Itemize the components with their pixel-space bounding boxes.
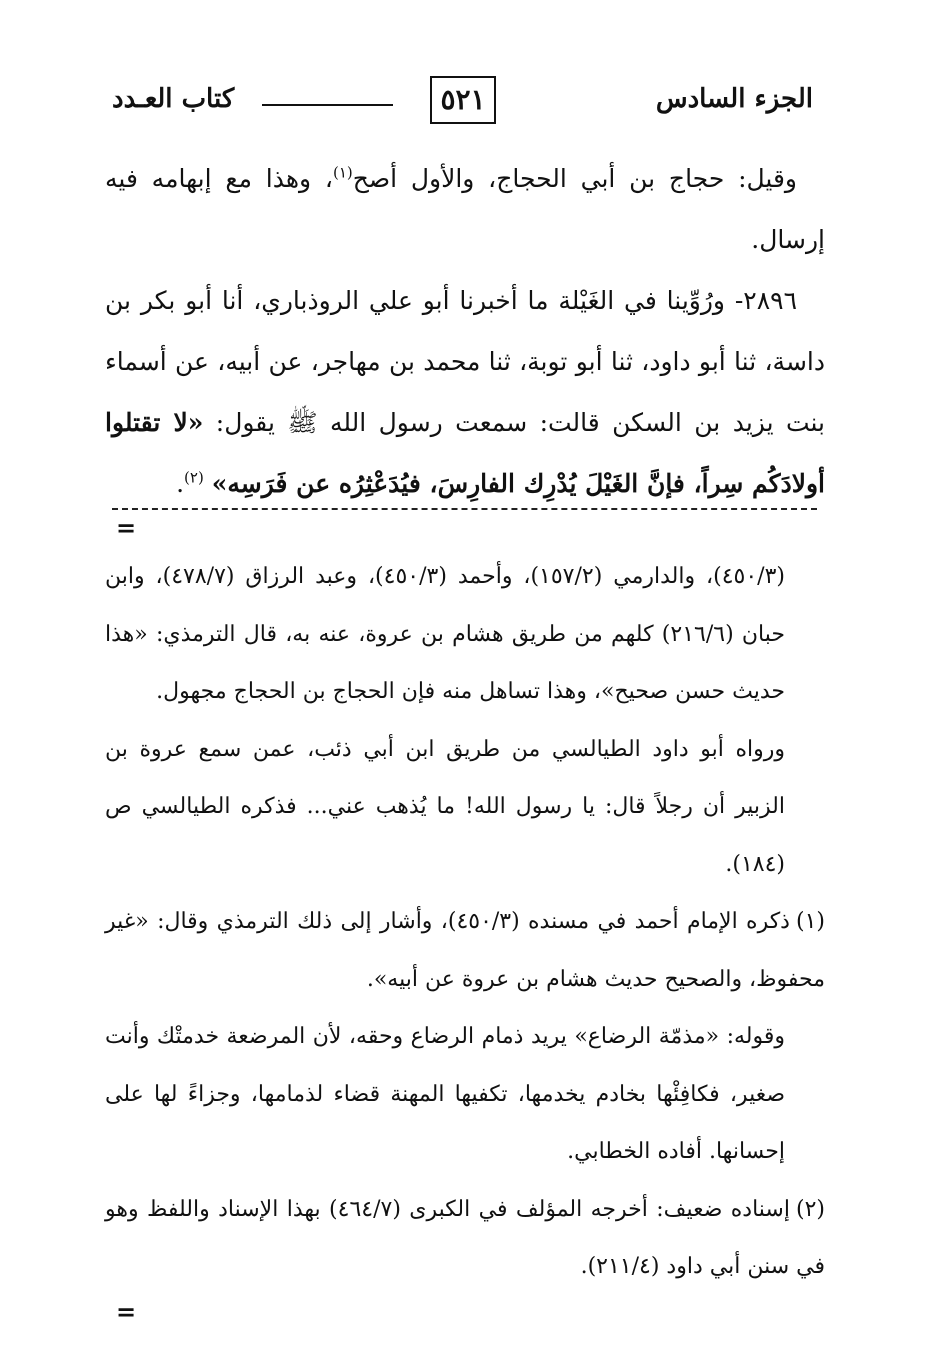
footnote-continuation-2: ورواه أبو داود الطيالسي من طريق ابن أبي ذئب، عمن سمع عروة بن الزبير أن رجلاً قال: يا رسول الله! ما يُذهب عني... فذكره الطيالسي ص (١٨٤). — [105, 736, 785, 877]
continuation-mark-bottom: = — [116, 1297, 137, 1326]
paragraph-1-tail: ، وهذا مع إبهامه فيه إرسال. — [105, 164, 825, 254]
hadith-end: . — [176, 469, 185, 498]
footnote-ref-2: (٢) — [184, 468, 204, 487]
paragraph-1 — [105, 148, 825, 270]
footnote-1 — [105, 893, 825, 1008]
footnote-2 — [105, 1181, 825, 1296]
header-rule-left — [262, 104, 393, 106]
paragraph-1-text: وقيل: حجاج بن أبي الحجاج، والأول أصح — [352, 164, 797, 193]
footnote-2-text: إسناده ضعيف: أخرجه المؤلف في الكبرى (٤٦٤/٧) بهذا الإسناد واللفظ وهو في سنن أبي داود (٢١١/٤). — [105, 1196, 825, 1279]
footnote-divider — [112, 508, 817, 510]
hadith-2896 — [105, 270, 825, 514]
hadith-isnad: ٢٨٩٦- ورُوِّينا في الغَيْلة ما أخبرنا أبو علي الروذباري، أنا أبو بكر بن داسة، ثنا أبو داود، ثنا أبو توبة، ثنا محمد بن مهاجر، عن أبيه، عن أسماء بنت يزيد بن السكن قالت: سمعت رسول الله ﷺ يقول: — [105, 286, 826, 437]
book-title: كتاب العـدد — [112, 84, 235, 114]
footnote-ref-1: (١) — [332, 163, 353, 182]
continuation-mark-top: = — [116, 513, 137, 542]
footnote-1-mark: (١) — [795, 909, 825, 934]
footnote-2-mark: (٢) — [795, 1196, 825, 1222]
main-text — [105, 148, 825, 514]
hadith-matn: «لا تقتلوا أولادَكُم سِراً، فإنَّ الغَيْلَ يُدْرِك الفارِسَ، فيُدَعْثِرُه عن فَرَسِه» — [105, 408, 825, 498]
footnote-1-text: ذكره الإمام أحمد في مسنده (٤٥٠/٣)، وأشار إلى ذلك الترمذي وقال: «غير محفوظ، والصحيح حديث هشام بن عروة عن أبيه». — [105, 909, 825, 992]
running-header — [112, 70, 813, 130]
footnote-1-continued: وقوله: «مذمّة الرضاع» يريد ذمام الرضاع وحقه، لأن المرضعة خدمتْك وأنت صغير، فكافِئْها بخادم يخدمها، تكفيها المهنة قضاء لذمامها، وجزاءً لها على إحسانها. أفاده الخطابي. — [105, 1024, 785, 1164]
page-number: ٥٢١ — [430, 76, 496, 124]
footnotes — [105, 548, 825, 1296]
footnote-continuation-1: (٤٥٠/٣)، والدارمي (١٥٧/٢)، وأحمد (٤٥٠/٣)، وعبد الرزاق (٤٧٨/٧)، وابن حبان (٢١٦/٦) كلهم من طريق هشام بن عروة، عنه به، قال الترمذي: «هذا حديث حسن صحيح»، وهذا تساهل منه فإن الحجاج بن الحجاج مجهول. — [105, 564, 785, 704]
volume-title: الجزء السادس — [655, 84, 813, 114]
